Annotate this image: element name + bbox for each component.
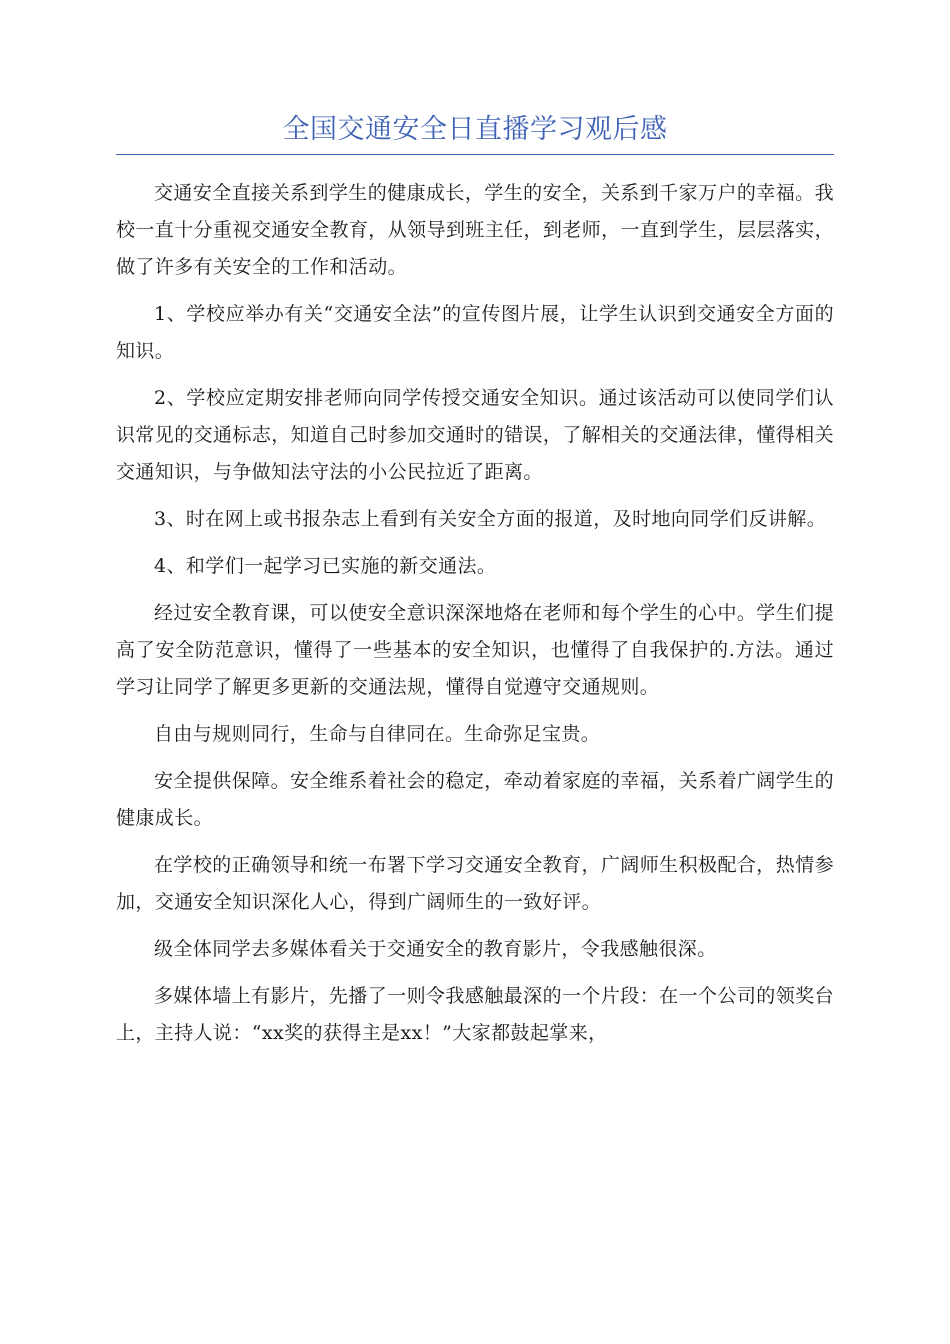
paragraph-item-1: 1、学校应举办有关“交通安全法”的宣传图片展，让学生认识到交通安全方面的知识。 <box>116 303 834 362</box>
paragraph-multimedia-film: 级全体同学去多媒体看关于交通安全的教育影片，令我感触很深。 <box>154 938 717 960</box>
paragraph-intro: 交通安全直接关系到学生的健康成长，学生的安全，关系到千家万户的幸福。我校一直十分重视交通安全教育，从领导到班主任，到老师，一直到学生，层层落实，做了许多有关安全的工作和活动。 <box>116 182 834 278</box>
paragraph-item-4: 4、和学们一起学习已实施的新交通法。 <box>154 555 497 577</box>
paragraph-item-2: 2、学校应定期安排老师向同学传授交通安全知识。通过该活动可以使同学们认识常见的交通标志，知道自己时参加交通时的错误，了解相关的交通法律，懂得相关交通知识，与争做知法守法的小公民拉近了距离。 <box>116 387 834 483</box>
document-title: 全国交通安全日直播学习观后感 <box>282 114 668 145</box>
paragraph-school-leadership: 在学校的正确领导和统一布署下学习交通安全教育，广阔师生积极配合，热情参加，交通安全知识深化人心，得到广阔师生的一致好评。 <box>116 854 834 913</box>
paragraph-item-3: 3、时在网上或书报杂志上看到有关安全方面的报道，及时地向同学们反讲解。 <box>154 508 827 530</box>
paragraph-freedom-rules: 自由与规则同行，生命与自律同在。生命弥足宝贵。 <box>154 723 601 745</box>
paragraph-film-scene: 多媒体墙上有影片，先播了一则令我感触最深的一个片段：在一个公司的领奖台上，主持人说：“xx奖的获得主是xx！”大家都鼓起掌来， <box>116 985 834 1044</box>
title-underline <box>116 154 834 155</box>
paragraph-safety-guarantee: 安全提供保障。安全维系着社会的稳定，牵动着家庭的幸福，关系着广阔学生的健康成长。 <box>116 770 834 829</box>
document-body <box>116 175 834 1052</box>
paragraph-education-result: 经过安全教育课，可以使安全意识深深地烙在老师和每个学生的心中。学生们提高了安全防范意识，懂得了一些基本的安全知识，也懂得了自我保护的.方法。通过学习让同学了解更多更新的交通法规，懂得自觉遵守交通规则。 <box>116 602 834 698</box>
document-page <box>116 110 834 1062</box>
